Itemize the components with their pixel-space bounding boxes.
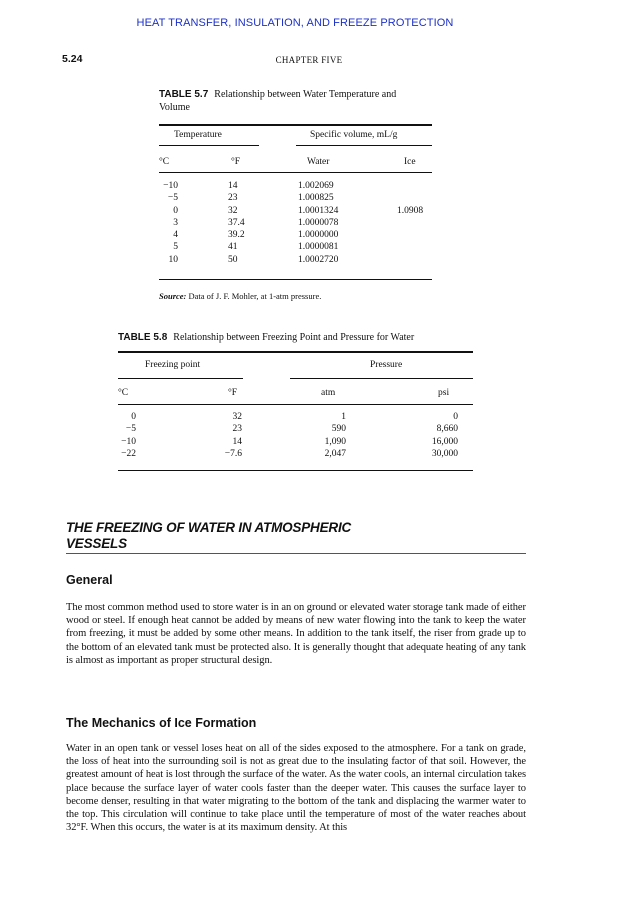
table-5-7-volume-rule — [296, 145, 432, 146]
table-row-cell: 39.2 — [228, 230, 245, 241]
table-row-cell: −5 — [167, 193, 178, 204]
table-5-8-header-c: °C — [118, 388, 129, 398]
table-5-8-caption — [118, 331, 498, 344]
table-row-cell — [397, 254, 437, 266]
chapter-label: CHAPTER FIVE — [275, 55, 343, 65]
table-5-8-header-psi: psi — [438, 388, 450, 398]
table-row-cell: 5 — [173, 242, 178, 253]
table-row-cell — [397, 180, 437, 192]
table-5-8-pressure-rule — [290, 378, 473, 379]
table-row-cell: 1.0000081 — [298, 242, 339, 253]
table-5-8-bottom-rule — [118, 470, 473, 471]
table-row-cell: 1.002069 — [298, 181, 334, 191]
table-row-cell: 10 — [168, 254, 178, 265]
source-text: Data of J. F. Mohler, at 1-atm pressure. — [188, 291, 322, 301]
table-row-cell: 0 — [173, 205, 178, 216]
table-5-8-header-atm: atm — [321, 388, 336, 398]
table-5-7-caption — [159, 88, 449, 114]
table-5-7-top-rule — [159, 124, 432, 126]
table-row-cell — [397, 217, 437, 229]
table-5-7-header-f: °F — [231, 157, 241, 167]
table-5-8-label: TABLE 5.8 — [118, 332, 168, 343]
table-row-cell: 23 — [232, 424, 242, 435]
table-row-cell: 32 — [228, 205, 238, 216]
table-row-cell: 30,000 — [431, 448, 458, 459]
table-5-8-col-f — [200, 411, 242, 460]
table-5-8-top-rule — [118, 351, 473, 353]
table-5-7-header-c: °C — [159, 157, 170, 167]
table-5-7-header-water: Water — [307, 157, 330, 167]
section-title — [66, 520, 351, 552]
table-row-cell: −7.6 — [224, 448, 242, 459]
table-row-cell: 50 — [228, 254, 238, 265]
page-number: 5.24 — [62, 53, 83, 65]
table-row-cell: 1.0000000 — [298, 230, 339, 241]
mechanics-paragraph: Water in an open tank or vessel loses heat on all of the sides exposed to the atmosphere. For a tank on grade, the loss of heat into the surrounding soil is not as great due to the insulating factor of that soil. However, the greatest amount of heat is lost through the surface of the water. As the water cools, an internal circulation takes place because the surface layer of water cools faster than the deeper water. This causes the surface layer to become denser, resulting in that water migrating to the bottom of the tank and displacing the warmer water to the top. This circulation will continue to take place until the temperature of most of the water reaches about 32°F. When this occurs, the water is at its maximum density. At this — [66, 743, 526, 834]
section-rule — [66, 553, 526, 554]
table-5-7-col-ice — [397, 180, 437, 266]
table-5-8-group-pressure: Pressure — [370, 360, 403, 370]
table-5-8-header-rule — [118, 404, 473, 405]
table-row-cell: 1,090 — [324, 436, 346, 447]
table-row-cell: 0 — [453, 412, 458, 422]
table-5-7-col-water — [298, 180, 368, 266]
table-5-7-header-rule — [159, 172, 432, 173]
table-row-cell: 37.4 — [228, 217, 245, 228]
table-5-7-col-c — [152, 180, 178, 266]
general-heading: General — [66, 573, 113, 587]
table-row-cell: 3 — [173, 217, 178, 228]
table-row-cell — [397, 192, 437, 204]
table-row-cell: −10 — [163, 181, 178, 191]
table-5-7-header-ice: Ice — [404, 157, 416, 167]
mechanics-heading: The Mechanics of Ice Formation — [66, 716, 257, 730]
table-row-cell: 14 — [232, 436, 242, 447]
table-5-7-label: TABLE 5.7 — [159, 89, 209, 100]
table-row-cell: 2,047 — [324, 448, 346, 459]
table-row-cell: 32 — [232, 412, 242, 422]
table-row-cell: −22 — [121, 448, 136, 459]
table-5-7-source — [159, 291, 321, 301]
table-row-cell: −5 — [125, 424, 136, 435]
table-row-cell — [397, 229, 437, 241]
table-row-cell: 4 — [173, 230, 178, 241]
section-title-line-2: VESSELS — [66, 536, 127, 551]
table-row-cell: 41 — [228, 242, 238, 253]
table-5-8-header-f: °F — [228, 388, 238, 398]
table-row-cell: 0 — [131, 412, 136, 422]
table-row-cell — [397, 241, 437, 253]
table-row-cell: 8,660 — [436, 424, 458, 435]
table-row-cell: 590 — [331, 424, 346, 435]
table-5-7-bottom-rule — [159, 279, 432, 280]
table-5-8-col-psi — [410, 411, 458, 460]
table-row-cell: 1.000825 — [298, 193, 334, 204]
table-5-8-col-c — [100, 411, 136, 460]
table-5-8-freezing-rule — [118, 378, 243, 379]
table-5-7-group-temperature: Temperature — [174, 130, 222, 140]
table-5-8-group-freezing: Freezing point — [145, 360, 201, 370]
general-paragraph: The most common method used to store water is in an on ground or elevated water storage tank made of either wood or steel. If enough heat cannot be added by means of new water flowing into the tank to keep the water from freezing, it must be added by some other means. In addition to the tank itself, the riser from grade up to the bottom of an elevated tank must be protected also. It is generally thought that adequate heating of any tank is almost as important as proper structural design. — [66, 602, 526, 666]
table-5-7-col-f — [228, 180, 268, 266]
table-row-cell: 1.0001324 — [298, 205, 339, 216]
table-row-cell: 14 — [228, 181, 238, 191]
table-5-8-caption-text: Relationship between Freezing Point and Pressure for Water — [173, 332, 415, 343]
table-5-7-caption-text-2: Volume — [159, 102, 190, 113]
running-header: HEAT TRANSFER, INSULATION, AND FREEZE PROTECTION — [136, 17, 454, 29]
table-row-cell: 1.0000078 — [298, 217, 339, 228]
table-row-cell: 1.0002720 — [298, 254, 339, 265]
table-5-7-caption-text: Relationship between Water Temperature and — [214, 89, 397, 100]
table-5-7-group-volume: Specific volume, mL/g — [310, 130, 398, 140]
table-5-8-col-atm — [300, 411, 346, 460]
table-row-cell: −10 — [121, 436, 136, 447]
table-row-cell: 23 — [228, 193, 238, 204]
table-5-7-temp-rule — [159, 145, 259, 146]
table-row-cell: 16,000 — [431, 436, 458, 447]
table-row-cell: 1 — [341, 412, 346, 422]
source-label: Source: — [159, 291, 187, 301]
table-row-cell: 1.0908 — [397, 205, 424, 216]
section-title-line-1: THE FREEZING OF WATER IN ATMOSPHERIC — [66, 520, 352, 535]
